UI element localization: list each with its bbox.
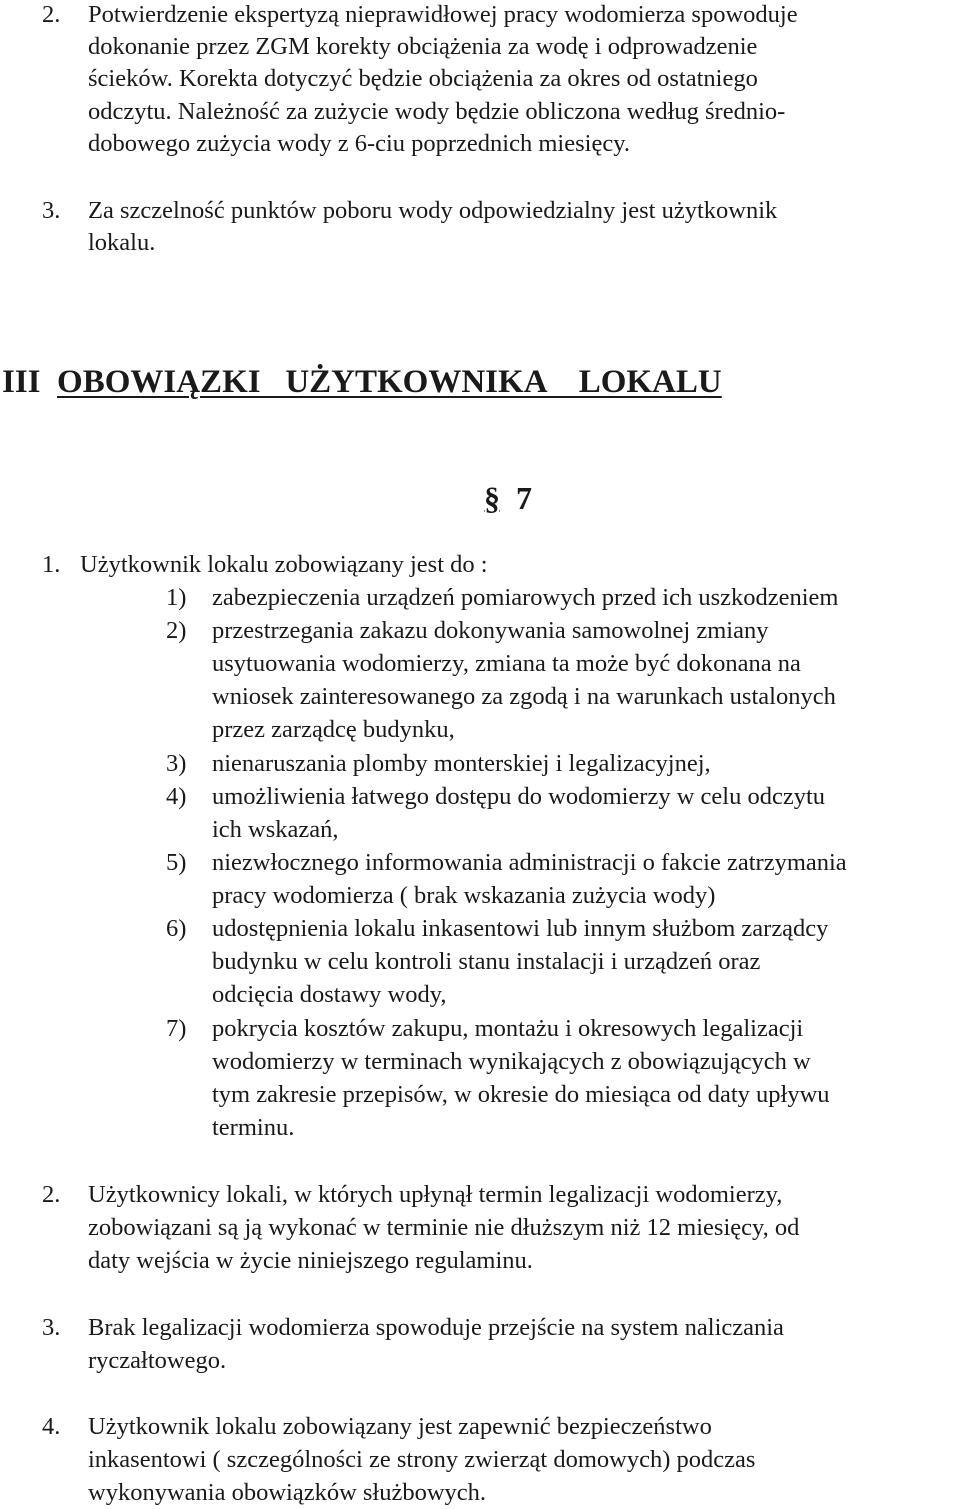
paragraph-symbol: §: [484, 480, 500, 516]
subitem-line: przestrzegania zakazu dokonywania samowolnej zmiany: [212, 617, 769, 644]
section-heading: [2, 362, 722, 402]
subitem-line: udostępnienia lokalu inkasentowi lub innym służbom zarządcy: [212, 915, 829, 942]
bottom-list-number-2: 2.: [42, 1181, 61, 1208]
subitem-number: 5): [166, 849, 187, 876]
bottom-item-2-line: zobowiązani są ją wykonać w terminie nie dłuższym niż 12 miesięcy, od: [88, 1214, 800, 1241]
point-number-1: 1.: [42, 551, 61, 578]
subitem-number: 3): [166, 750, 187, 777]
section-roman-numeral: III: [2, 364, 41, 400]
top-item-2-line: Potwierdzenie ekspertyzą nieprawidłowej pracy wodomierza spowoduje: [88, 1, 798, 28]
subitem-line: odcięcia dostawy wody,: [212, 981, 447, 1008]
subitem-line: pokrycia kosztów zakupu, montażu i okresowych legalizacji: [212, 1015, 804, 1042]
section-title: OBOWIĄZKI UŻYTKOWNIKA LOKALU: [57, 364, 722, 400]
subitem-line: przez zarządcę budynku,: [212, 716, 455, 743]
top-list-number-2: 2.: [42, 1, 61, 28]
subitem-line: terminu.: [212, 1114, 295, 1141]
bottom-item-2-line: daty wejścia w życie niniejszego regulaminu.: [88, 1247, 533, 1274]
subitem-line: budynku w celu kontroli stanu instalacji i urządzeń oraz: [212, 948, 761, 975]
paragraph-heading: [484, 478, 532, 518]
subitem-line: wodomierzy w terminach wynikających z obowiązujących w: [212, 1048, 811, 1075]
subitem-number: 1): [166, 584, 187, 611]
bottom-item-2-line: Użytkownicy lokali, w których upłynął termin legalizacji wodomierzy,: [88, 1181, 783, 1208]
subitem-line: tym zakresie przepisów, w okresie do miesiąca od daty upływu: [212, 1081, 830, 1108]
subitem-line: ich wskazań,: [212, 816, 339, 843]
bottom-item-4-line: wykonywania obowiązków służbowych.: [88, 1479, 487, 1506]
top-list-number-3: 3.: [42, 197, 61, 224]
bottom-item-4-line: inkasentowi ( szczególności ze strony zwierząt domowych) podczas: [88, 1446, 756, 1473]
top-item-2-line: odczytu. Należność za zużycie wody będzie obliczona według średnio-: [88, 98, 786, 125]
subitem-line: niezwłocznego informowania administracji o fakcie zatrzymania: [212, 849, 847, 876]
bottom-list-number-3: 3.: [42, 1314, 61, 1341]
subitem-line: wniosek zainteresowanego za zgodą i na warunkach ustalonych: [212, 683, 836, 710]
point-1-intro: Użytkownik lokalu zobowiązany jest do :: [80, 551, 488, 578]
top-item-2-line: dokonanie przez ZGM korekty obciążenia za wodę i odprowadzenie: [88, 33, 758, 60]
bottom-item-3-line: Brak legalizacji wodomierza spowoduje przejście na system naliczania: [88, 1314, 784, 1341]
subitem-number: 7): [166, 1015, 187, 1042]
bottom-list-number-4: 4.: [42, 1413, 61, 1440]
subitem-line: usytuowania wodomierzy, zmiana ta może być dokonana na: [212, 650, 801, 677]
subitem-number: 2): [166, 617, 187, 644]
top-item-2-line: ścieków. Korekta dotyczyć będzie obciążenia za okres od ostatniego: [88, 65, 758, 92]
top-item-3-line: Za szczelność punktów poboru wody odpowiedzialny jest użytkownik: [88, 197, 778, 224]
subitem-line: zabezpieczenia urządzeń pomiarowych przed ich uszkodzeniem: [212, 584, 839, 611]
subitem-line: pracy wodomierza ( brak wskazania zużycia wody): [212, 882, 716, 909]
top-item-2-line: dobowego zużycia wody z 6-ciu poprzednich miesięcy.: [88, 130, 630, 157]
subitem-number: 4): [166, 783, 187, 810]
bottom-item-3-line: ryczałtowego.: [88, 1347, 227, 1374]
subitem-line: nienaruszania plomby monterskiej i legalizacyjnej,: [212, 750, 711, 777]
subitem-line: umożliwienia łatwego dostępu do wodomierzy w celu odczytu: [212, 783, 826, 810]
subitem-number: 6): [166, 915, 187, 942]
bottom-item-4-line: Użytkownik lokalu zobowiązany jest zapewnić bezpieczeństwo: [88, 1413, 712, 1440]
paragraph-number: 7: [516, 480, 532, 516]
top-item-3-line: lokalu.: [88, 229, 156, 256]
